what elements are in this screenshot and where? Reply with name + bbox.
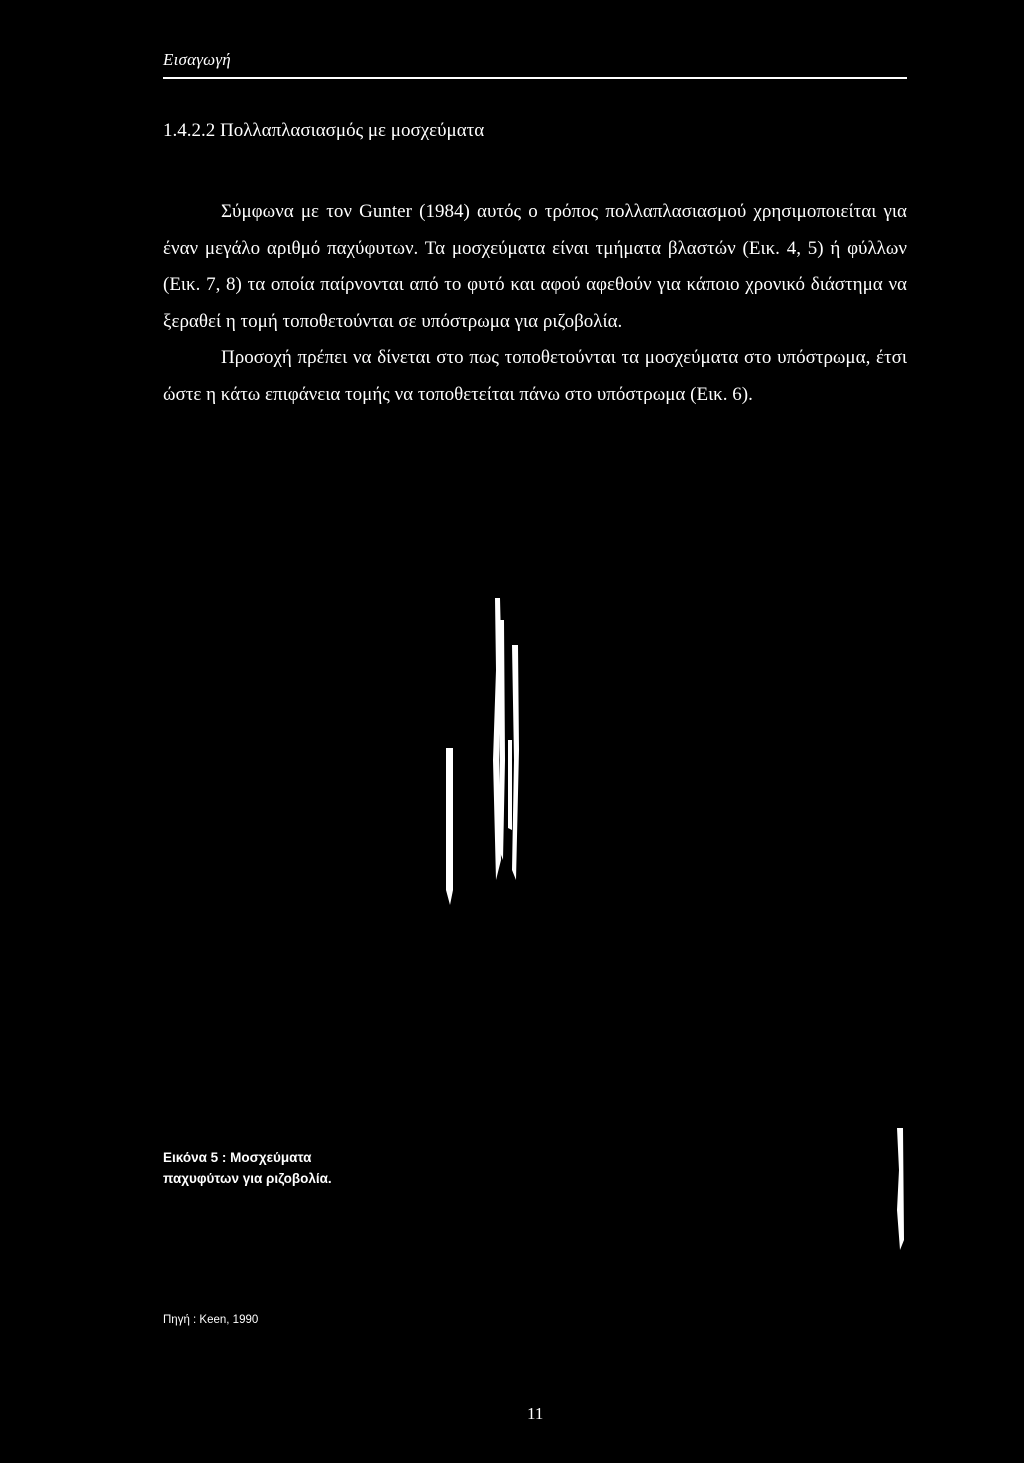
body-text	[163, 194, 907, 413]
running-header: Εισαγωγή	[163, 50, 231, 69]
figure-photo	[0, 560, 1024, 1360]
cutting-stem-right	[512, 645, 519, 880]
caption-line-2: παχυφύτων για ριζοβολία.	[163, 1171, 332, 1186]
caption-line-1: Εικόνα 5 : Μοσχεύματα	[163, 1150, 312, 1165]
section-title: 1.4.2.2 Πολλαπλασιασμός με μοσχεύματα	[163, 120, 485, 141]
figure-caption	[163, 1147, 332, 1189]
cutting-stem-right-2	[508, 740, 512, 830]
edge-cutting-group	[897, 1128, 904, 1250]
figure-source: Πηγή : Keen, 1990	[163, 1314, 259, 1326]
page-number: 11	[527, 1404, 544, 1423]
header-rule	[163, 77, 907, 79]
cuttings-group	[446, 598, 519, 905]
paragraph-1: Σύμφωνα με τον Gunter (1984) αυτός ο τρόπος πολλαπλασιασμού χρησιμοποιείται για έναν μεγάλο αριθμό παχύφυτων. Τα μοσχεύματα είναι τμήματα βλαστών (Εικ. 4, 5) ή φύλλων (Εικ. 7, 8) τα οποία παίρνονται από το φυτό και αφού αφεθούν για κάποιο χρονικό διάστημα να ξεραθεί η τομή τοποθετούνται σε υπόστρωμα για ριζοβολία.	[163, 201, 907, 332]
cutting-stem-left	[446, 748, 453, 905]
paragraph-2: Προσοχή πρέπει να δίνεται στο πως τοποθετούνται τα μοσχεύματα στο υπόστρωμα, έτσι ώστε η κάτω επιφάνεια τομής να τοποθετείται πάνω στο υπόστρωμα (Εικ. 6).	[163, 347, 907, 405]
cutting-stem-edge	[897, 1128, 904, 1250]
cuttings-photo	[0, 560, 1024, 1360]
